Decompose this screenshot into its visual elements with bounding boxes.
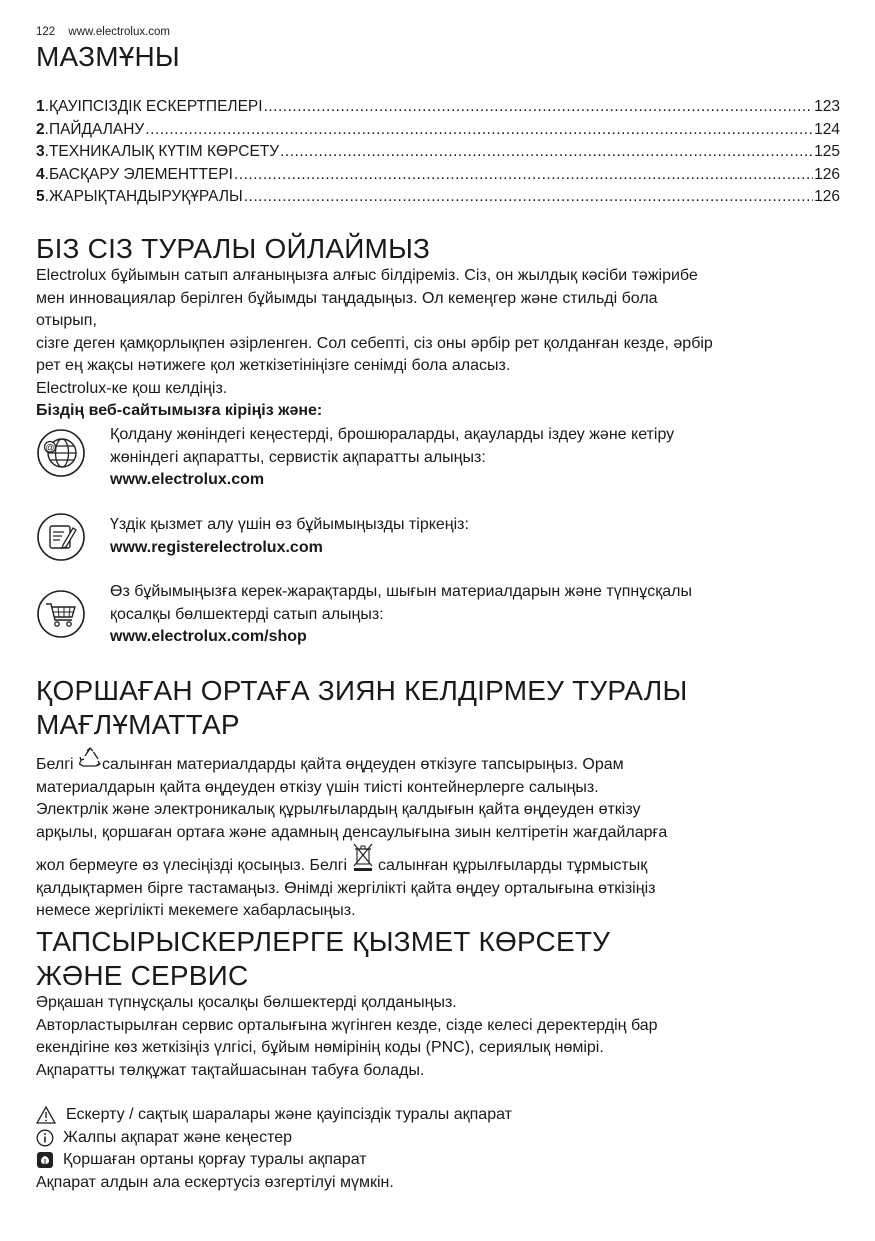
about-title: БІЗ СІЗ ТУРАЛЫ ОЙЛАЙМЫЗ bbox=[36, 233, 431, 264]
toc-item-label: ПАЙДАЛАНУ bbox=[48, 120, 145, 138]
cart-icon bbox=[36, 589, 86, 639]
toc-item[interactable]: 1 . ҚАУІПСІЗДІК ЕСКЕРТПЕЛЕРІ ..... 123 bbox=[36, 96, 840, 119]
service-title-line1: ТАПСЫРЫСКЕРЛЕРГЕ ҚЫЗМЕТ КӨРСЕТУ bbox=[36, 926, 611, 957]
toc-leader bbox=[244, 186, 813, 209]
toc-item-page: 125 bbox=[814, 143, 840, 160]
toc-item-page: 124 bbox=[814, 120, 840, 138]
legend-warning: Ескерту / сақтық шаралары және қауіпсіздік туралы ақпарат bbox=[36, 1104, 836, 1127]
page-header bbox=[36, 26, 170, 38]
symbol-legend bbox=[36, 1104, 836, 1194]
toc-item[interactable]: 5 . ЖАРЫҚТАНДЫРУҚҰРАЛЫ ..... 126 bbox=[36, 186, 840, 209]
service-text: Әрқашан түпнұсқалы қосалқы бөлшектерді қолданыңыз. Авторластырылған сервис орталығына жүгінген кезде, сізде келесі деректердің бар екендігіне көз жеткізіңіз үлгісі, бұйым нөмірінің коды (PNC), сериялық нөмірі. Ақпаратты төлқұжат тақтайшасынан табуға болады. bbox=[36, 994, 658, 1079]
register-icon bbox=[36, 512, 86, 562]
legend-info: Жалпы ақпарат және кеңестер bbox=[36, 1127, 836, 1150]
toc-item-label: ТЕХНИКАЛЫҚ КҮТІМ КӨРСЕТУ bbox=[48, 143, 280, 160]
recycle-icon bbox=[78, 747, 102, 769]
toc-leader bbox=[145, 119, 813, 142]
toc-item-page: 126 bbox=[814, 165, 840, 183]
table-of-contents bbox=[36, 96, 840, 209]
service-title-line2: ЖӘНЕ СЕРВИС bbox=[36, 960, 249, 991]
warning-icon bbox=[36, 1106, 56, 1124]
toc-item[interactable]: 4 . БАСҚАРУ ЭЛЕМЕНТТЕРІ ..... 126 bbox=[36, 164, 840, 187]
info-icon bbox=[36, 1129, 54, 1147]
globe-icon bbox=[36, 428, 86, 478]
toc-item-page: 123 bbox=[814, 98, 840, 115]
legend-notice: Ақпарат алдын ала ескертусіз өзгертілуі мүмкін. bbox=[36, 1173, 394, 1191]
toc-item-label: ҚАУІПСІЗДІК ЕСКЕРТПЕЛЕРІ bbox=[48, 98, 263, 115]
svg-text:@: @ bbox=[45, 442, 55, 453]
toc-item-page: 126 bbox=[814, 188, 840, 205]
toc-leader bbox=[264, 96, 814, 119]
register-url-link[interactable]: www.registerelectrolux.com bbox=[110, 538, 323, 556]
toc-item[interactable]: 2 . ПАЙДАЛАНУ ..... 124 bbox=[36, 119, 840, 142]
legend-environment: Қоршаған ортаны қорғау туралы ақпарат bbox=[36, 1149, 836, 1172]
support-url-link[interactable]: www.electrolux.com bbox=[110, 471, 265, 488]
environment-title-line2: МАҒЛҰМАТТАР bbox=[36, 709, 240, 740]
about-text: Electrolux бұйымын сатып алғаныңызға алғыс білдіреміз. Сіз, он жылдық кәсіби тәжірибе мен инновациялар берілген бұйымды таңдадыңыз. Ол кемеңгер және стильді бола отырып, сізге деген қамқорлықпен әзірленген. Сол себепті, сіз оны әрбір рет қолданған кезде, әрбір рет ең жақсы нәтижеге қол жеткізетініңізге сенімді бола аласыз. Electrolux-ке қош келдіңіз. Біздің веб-сайтымызға кіріңіз және: bbox=[36, 265, 836, 423]
environment-text: Белгі салынған материалдарды қайта өңдеуден өткізуге тапсырыңыз. Орам материалдарын қайта өңдеуден өткізу үшін тиісті контейнерлерге салыңыз. Электрлік және электроникалық құрылғылардың қалдығын қайта өңдеуден өткізу арқылы, қоршаған ортаға және адамның денсаулығына зиын келтіретін жағдайларға bbox=[36, 747, 836, 844]
toc-leader bbox=[280, 141, 813, 164]
environment-icon bbox=[36, 1151, 54, 1169]
toc-title: МАЗМҰНЫ bbox=[36, 41, 180, 72]
toc-leader bbox=[234, 164, 813, 187]
page-number: 122 bbox=[36, 26, 56, 38]
manual-page: 122 www.electrolux.com МАЗМҰНЫ 1 . ҚАУІПСІЗДІК ЕСКЕРТПЕЛЕРІ ..... 123 2 . ПАЙДАЛАНУ ..... 124 3 . ТЕХНИКАЛЫҚ КҮТІМ КӨРСЕТУ ..... 125 4 . БАСҚАРУ ЭЛЕМЕНТТЕРІ ..... 126 5 . ЖАРЫҚТАНДЫРУҚҰРАЛЫ ..... 126 БІЗ СІЗ ТУРАЛЫ ОЙЛАЙМЫЗ Electrolux бұйымын сатып алғаныңызға алғыс білдіреміз. Сіз, он жылдық кәсіби тәжірибе мен инновациялар берілген бұйымды таңдадыңыз. Ол кемеңгер және стильді бола отырып, сізге деген қамқорлықпен әзірленген. Сол себепті, сіз оны әрбір рет қолданған кезде, әрбір рет ең жақсы нәтижеге қол жеткізетініңізге сенімді бола аласыз. Electrolux-ке қош келдіңіз. Біздің веб-сайтымызға кіріңіз және: @ Қолдану жөніндегі кеңестерді, брошюраларды, ақауларды іздеу және кетіру жөніндегі ақпаратты, сервистік ақпаратты алыңыз: www.electrolux.com Үздік қызмет алу үшін өз бұйымыңызды тіркеңіз: www.registerelectrolux.com Өз бұйымыңызға керек-жарақтарды, шығын материалдарын және түпнұсқалы қосалқы бөлшектерді сатып алыңыз: www.electrolux.com/shop ҚОРШАҒАН ОРТАҒА ЗИЯН КЕЛДІРМЕУ ТУРАЛЫ МАҒЛҰМАТТАР Белгі салынған материалдарды қайта өңдеуден өткізуге тапсырыңыз. Орам материалдарын қайта өңдеуден өткізу үшін тиісті контейнерлерге салыңыз. Электрлік және электроникалық құрылғылардың қалдығын қайта өңдеуден өткізу арқылы, қоршаған ортаға және адамның денсаулығына зиын келтіретін жағдайларға жол бермеуге өз үлесіңізді қосыңыз. Белгі салынған құрылғыларды тұрмыстық қалдықтармен бірге тастамаңыз. Өнімді жергілікті қайта өңдеу орталығына өткізіңіз немесе жергілікті мекемеге хабарласыңыз. ТАПСЫРЫСКЕРЛЕРГЕ ҚЫЗМЕТ КӨРСЕТУ ЖӘНЕ СЕРВИС Әрқашан түпнұсқалы қосалқы бөлшектерді қолданыңыз. Авторластырылған сервис орталығына жүгінген кезде, сізде келесі деректердің бар екендігіне көз жеткізіңіз үлгісі, бұйым нөмірінің коды (PNC), сериялық нөмірі. Ақпаратты төлқұжат тақтайшасынан табуға болады. Ескерту / сақтық шаралары және қауіпсіздік туралы ақпарат Жалпы ақпарат және кеңестер Қоршаған ортаны қорғау туралы ақпарат Ақпарат алдын ала ескертусіз өзгертілуі мүмкін. bbox=[0, 0, 875, 1241]
toc-item-label: ЖАРЫҚТАНДЫРУҚҰРАЛЫ bbox=[48, 188, 243, 205]
header-site-link[interactable]: www.electrolux.com bbox=[68, 26, 171, 38]
toc-item[interactable]: 3 . ТЕХНИКАЛЫҚ КҮТІМ КӨРСЕТУ ..... 125 bbox=[36, 141, 840, 164]
visit-heading: Біздің веб-сайтымызға кіріңіз және: bbox=[36, 402, 323, 419]
shop-url-link[interactable]: www.electrolux.com/shop bbox=[110, 628, 307, 645]
toc-item-label: БАСҚАРУ ЭЛЕМЕНТТЕРІ bbox=[48, 165, 233, 183]
crossed-bin-icon bbox=[352, 842, 374, 872]
environment-title-line1: ҚОРШАҒАН ОРТАҒА ЗИЯН КЕЛДІРМЕУ ТУРАЛЫ bbox=[36, 675, 688, 706]
environment-text-continued: жол бермеуге өз үлесіңізді қосыңыз. Белгі салынған құрылғыларды тұрмыстық қалдықтармен бірге тастамаңыз. Өнімді жергілікті қайта өңдеу орталығына өткізіңіз немесе жергілікті мекемеге хабарласыңыз. bbox=[36, 855, 836, 923]
